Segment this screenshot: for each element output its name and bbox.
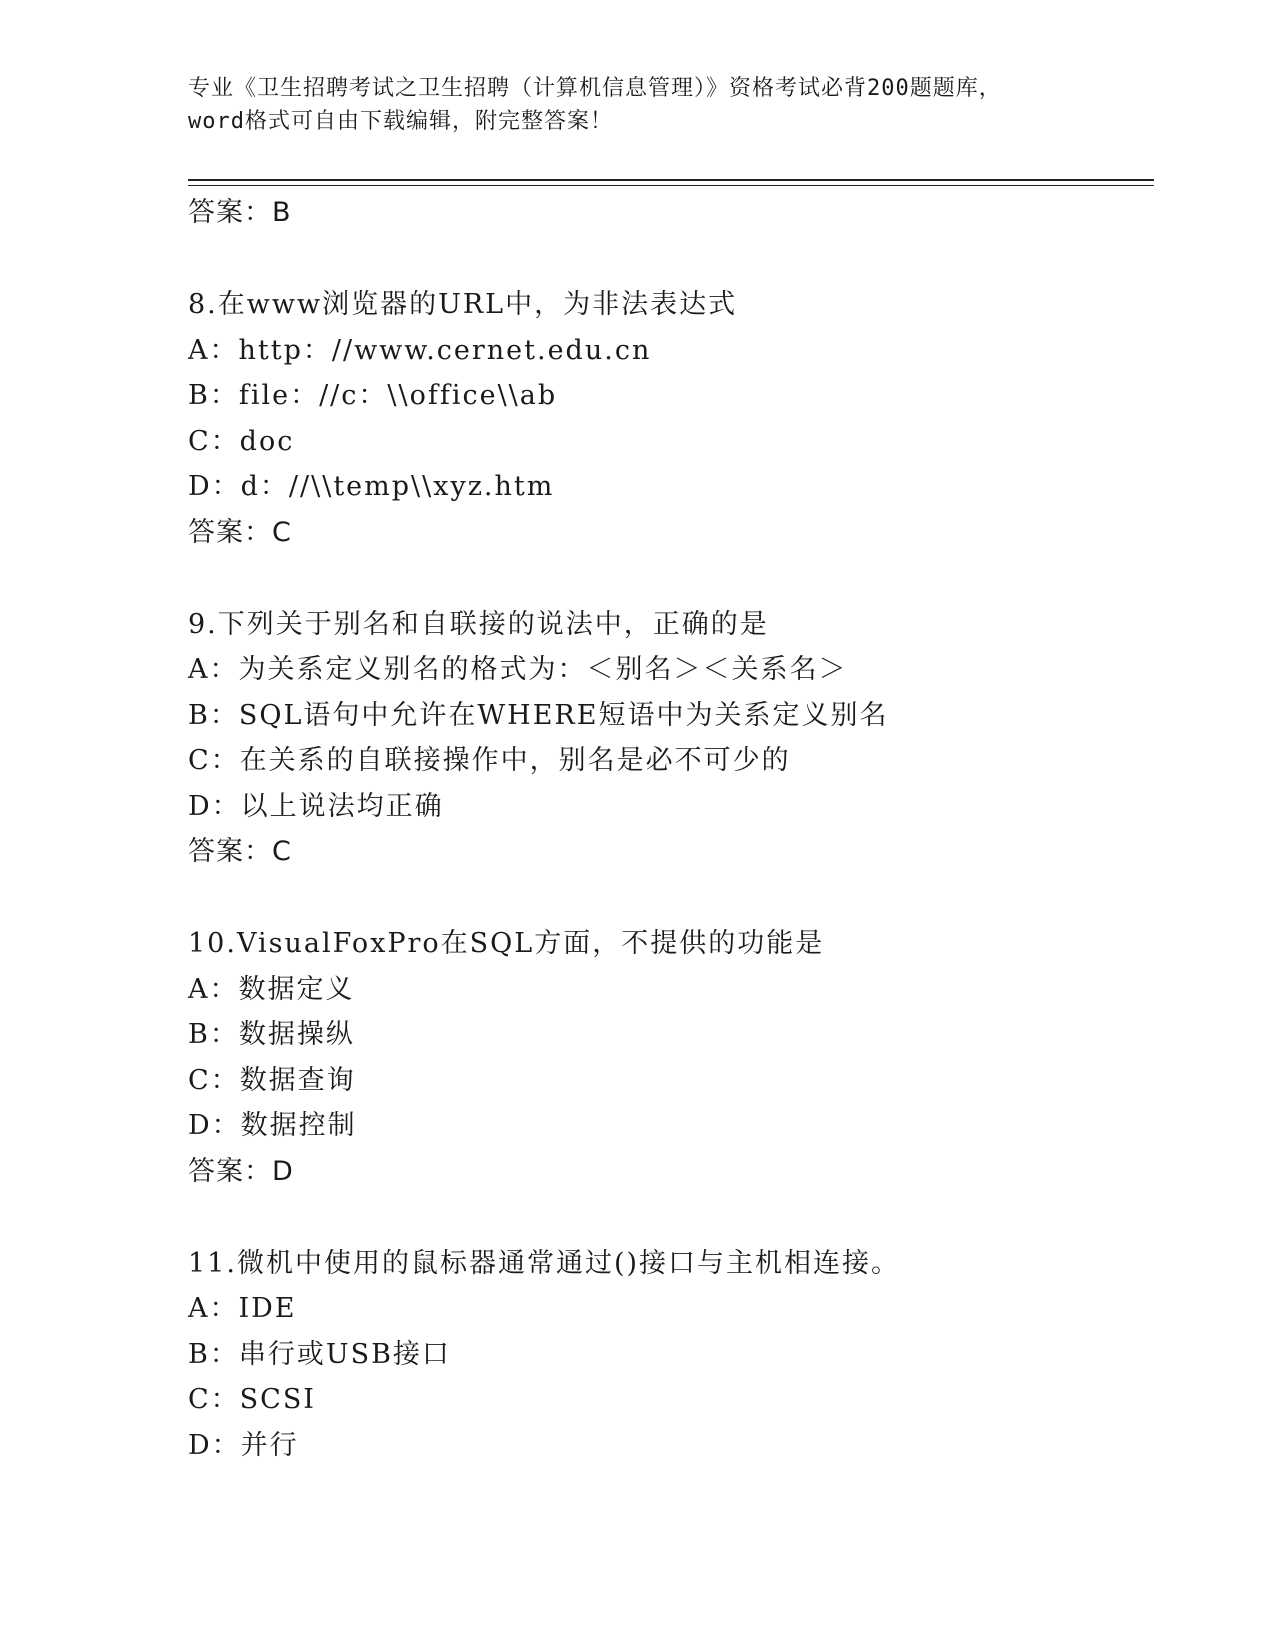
- option-c: C：在关系的自联接操作中，别名是必不可少的: [188, 745, 791, 776]
- header-divider-thick: [188, 179, 1154, 181]
- question-9: [188, 602, 1148, 875]
- question-text: 10.VisualFoxPro在SQL方面，不提供的功能是: [188, 928, 825, 959]
- answer: 答案：C: [188, 836, 292, 867]
- question-11: [188, 1241, 1148, 1469]
- question-text: 8.在www浏览器的URL中，为非法表达式: [188, 289, 738, 320]
- option-a: A：IDE: [188, 1293, 297, 1324]
- option-b: B：file：//c：\\office\\ab: [188, 380, 558, 411]
- option-a: A：为关系定义别名的格式为：＜别名＞＜关系名＞: [188, 654, 848, 685]
- option-a: A：http：//www.cernet.edu.cn: [188, 334, 652, 366]
- question-10: [188, 921, 1148, 1194]
- option-d: D：以上说法均正确: [188, 790, 444, 822]
- header-line-2: word格式可自由下载编辑，附完整答案！: [188, 109, 613, 134]
- header-divider-thin: [188, 185, 1154, 186]
- header-line-1: 专业《卫生招聘考试之卫生招聘（计算机信息管理）》资格考试必背200题题库，: [188, 76, 1002, 101]
- option-b: B：SQL语句中允许在WHERE短语中为关系定义别名: [188, 699, 889, 731]
- previous-answer: 答案：B: [188, 197, 292, 228]
- answer: 答案：D: [188, 1155, 294, 1187]
- option-a: A：数据定义: [188, 973, 355, 1005]
- option-d: D：并行: [188, 1429, 299, 1461]
- question-8: [188, 282, 1148, 555]
- option-c: C：数据查询: [188, 1064, 356, 1096]
- answer: 答案：C: [188, 516, 292, 548]
- document-header: [188, 72, 1128, 138]
- option-d: D：数据控制: [188, 1110, 357, 1141]
- option-b: B：串行或USB接口: [188, 1338, 451, 1370]
- option-c: C：doc: [188, 425, 295, 457]
- question-text: 11.微机中使用的鼠标器通常通过()接口与主机相连接。: [188, 1247, 901, 1279]
- option-c: C：SCSI: [188, 1384, 316, 1415]
- option-b: B：数据操纵: [188, 1019, 355, 1050]
- question-text: 9.下列关于别名和自联接的说法中，正确的是: [188, 608, 769, 640]
- question-list: [188, 190, 1148, 1468]
- option-d: D：d：//\\temp\\xyz.htm: [188, 471, 555, 502]
